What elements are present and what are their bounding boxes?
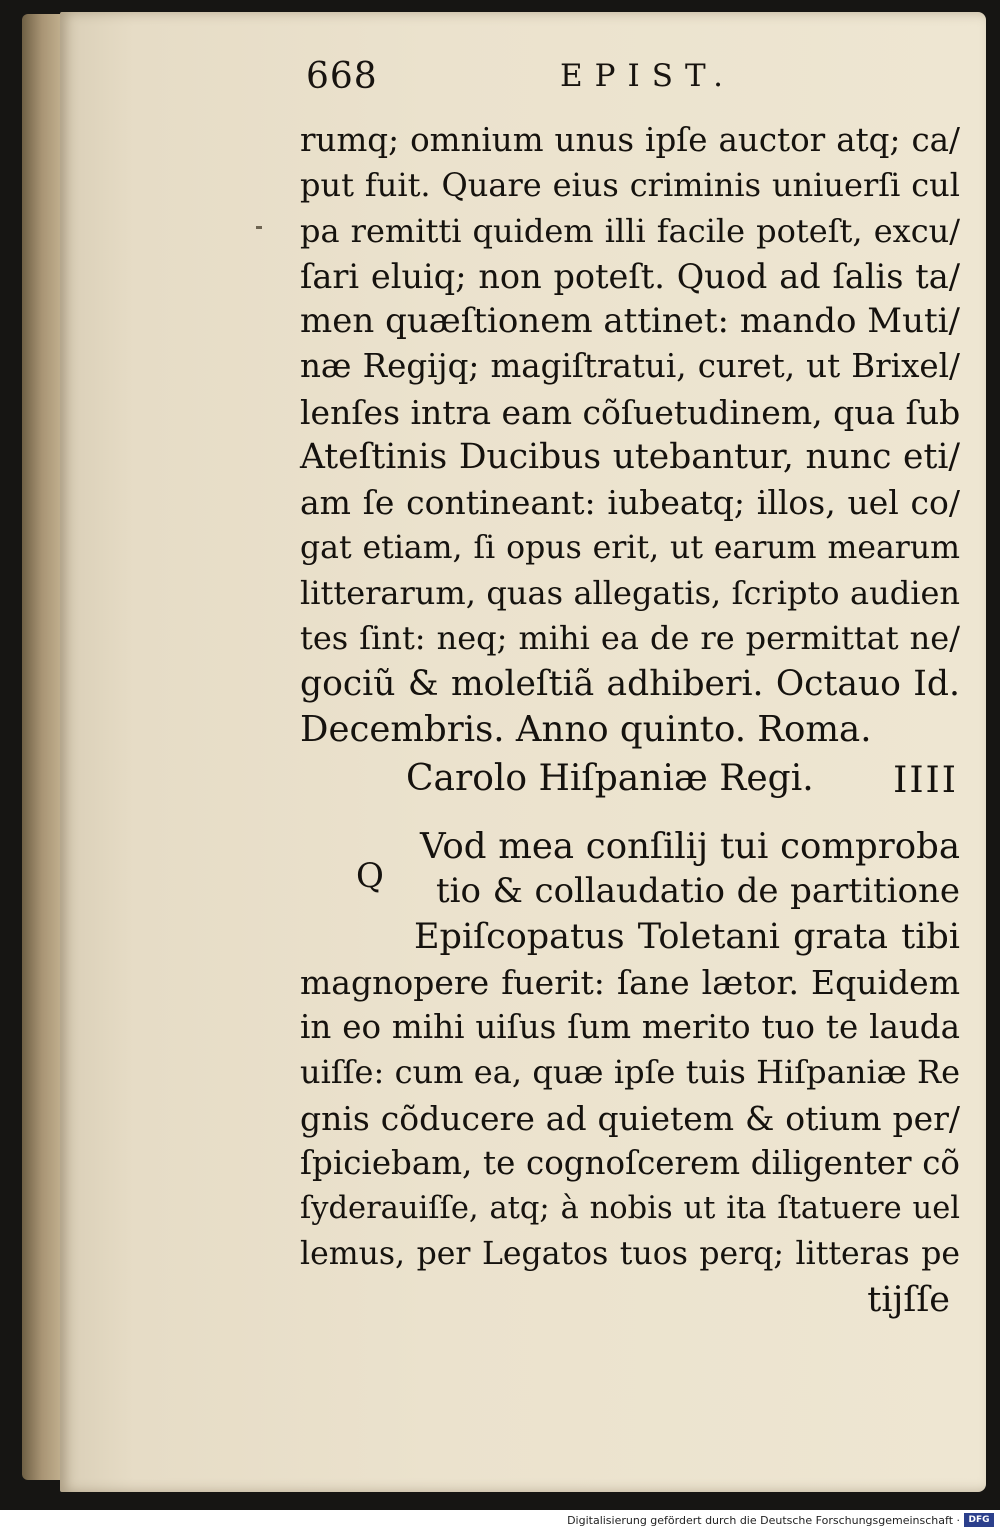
text-line: men quæſtionem attinet: mando Muti/ xyxy=(300,301,960,342)
text-line: lemus, per Legatos tuos perq; litteras pe xyxy=(300,1235,960,1272)
page-number: 668 xyxy=(306,56,378,97)
text-line: gnis cõducere ad quietem & otium per/ xyxy=(300,1098,960,1138)
text-line: tes ſint: neq; mihi ea de re permittat ne/ xyxy=(300,619,960,658)
text-line: put fuit. Quare eius criminis uniuerſi cul xyxy=(300,166,960,205)
text-line: rumq; omnium unus ipſe auctor atq; ca/ xyxy=(300,121,960,159)
text-line: næ Regijq; magiſtratui, curet, ut Brixel/ xyxy=(300,347,960,386)
text-line: litterarum, quas allegatis, ſcripto audien xyxy=(300,573,960,612)
text-line: magnopere fuerit: ſane lætor. Equidem xyxy=(300,962,960,1002)
text-line: am ſe contineant: iubeatq; illos, uel co/ xyxy=(300,483,960,523)
dfg-logo: DFG xyxy=(964,1513,994,1527)
text-line: gat etiam, ſi opus erit, ut earum mearum xyxy=(300,529,960,566)
letter-salutation: Carolo Hiſpaniæ Regi. xyxy=(406,758,814,799)
text-line: gociũ & moleſtiã adhiberi. Octauo Id. xyxy=(300,663,960,704)
text-line: pa remitti quidem illi facile poteſt, excu/ xyxy=(300,211,960,250)
footer xyxy=(0,1510,1000,1532)
text-line: ſyderauiſſe, atq; à nobis ut ita ſtatuere uel xyxy=(300,1191,960,1227)
text-line: ſpiciebam, te cognoſcerem diligenter cõ xyxy=(300,1144,960,1183)
text-line: lenſes intra eam cõſuetudinem, qua ſub xyxy=(300,392,961,432)
text-line: Epiſcopatus Toletani grata tibi xyxy=(414,916,960,957)
text-line: Ateſtinis Ducibus utebantur, nunc eti/ xyxy=(300,437,960,478)
margin-mark xyxy=(256,226,262,229)
catchword: tijſſe xyxy=(867,1280,950,1320)
funding-credit: Digitalisierung gefördert durch die Deutsche Forschungsgemeinschaft · xyxy=(567,1514,960,1527)
letter-heading xyxy=(406,758,962,808)
letter-number: IIII xyxy=(893,760,958,801)
drop-initial: Q xyxy=(356,856,384,896)
text-line: uiſſe: cum ea, quæ ipſe tuis Hiſpaniæ Re xyxy=(300,1053,960,1092)
text-line: tio & collaudatio de partitione xyxy=(436,871,960,912)
text-line-closing: Decembris. Anno quinto. Roma. xyxy=(300,708,872,750)
text-line: Vod mea conſilij tui comproba xyxy=(420,826,960,867)
text-line: in eo mihi uiſus ſum merito tuo te lauda xyxy=(300,1008,960,1047)
letter-body-continued xyxy=(300,118,960,752)
running-head: EPIST. xyxy=(560,58,735,94)
letter-body xyxy=(300,824,960,1277)
text-line: ſari eluiq; non poteſt. Quod ad ſalis ta/ xyxy=(300,256,960,296)
page-header xyxy=(0,48,1000,98)
